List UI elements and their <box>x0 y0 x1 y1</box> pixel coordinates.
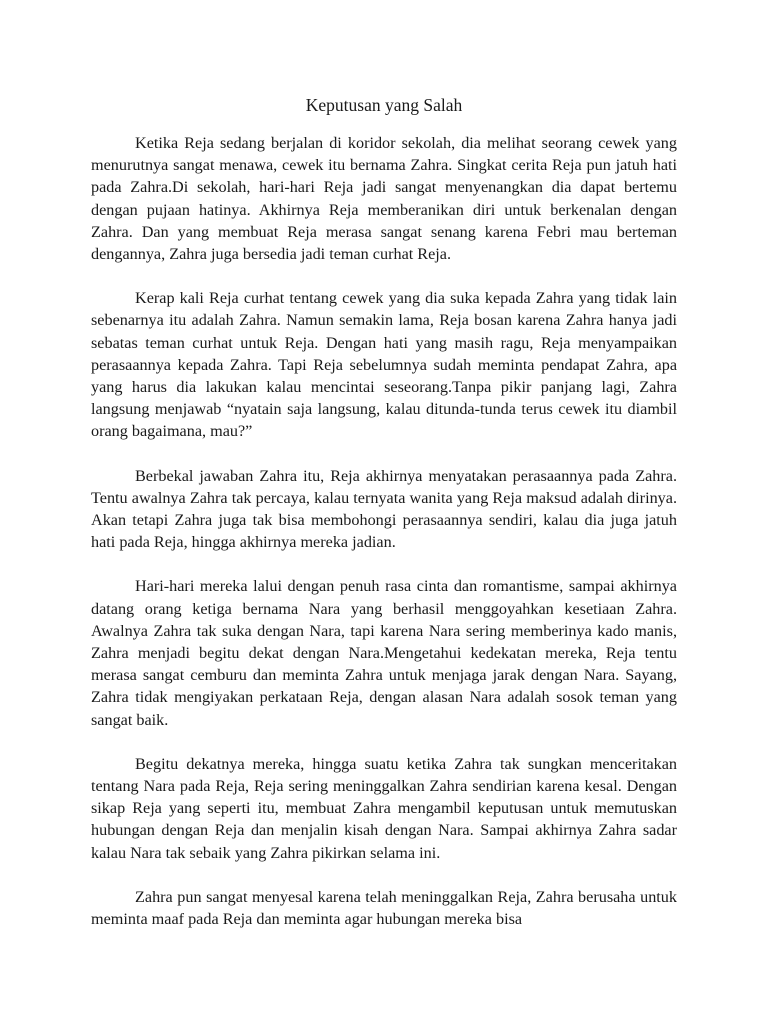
document-body <box>91 132 677 952</box>
paragraph-4: Hari-hari mereka lalui dengan penuh rasa cinta dan romantisme, sampai akhirnya datang orang ketiga bernama Nara yang berhasil menggoyahkan kesetiaan Zahra. Awalnya Zahra tak suka dengan Nara, tapi karena Nara sering memberinya kado manis, Zahra menjadi begitu dekat dengan Nara.Mengetahui kedekatan mereka, Reja tentu merasa sangat cemburu dan meminta Zahra untuk menjaga jarak dengan Nara. Sayang, Zahra tidak mengiyakan perkataan Reja, dengan alasan Nara adalah sosok teman yang sangat baik. <box>91 577 677 729</box>
document-title: Keputusan yang Salah <box>305 95 463 115</box>
paragraph-6: Zahra pun sangat menyesal karena telah meninggalkan Reja, Zahra berusaha untuk meminta maaf pada Reja dan meminta agar hubungan mereka bisa <box>91 887 677 929</box>
paragraph-5: Begitu dekatnya mereka, hingga suatu ketika Zahra tak sungkan menceritakan tentang Nara pada Reja, Reja sering meninggalkan Zahra sendirian karena kesal. Dengan sikap Reja yang seperti itu, membuat Zahra mengambil keputusan untuk memutuskan hubungan dengan Reja dan menjalin kisah dengan Nara. Sampai akhirnya Zahra sadar kalau Nara tak sebaik yang Zahra pikirkan selama ini. <box>91 754 677 862</box>
paragraph-2: Kerap kali Reja curhat tentang cewek yang dia suka kepada Zahra yang tidak lain sebenarnya itu adalah Zahra. Namun semakin lama, Reja bosan karena Zahra hanya jadi sebatas teman curhat untuk Reja. Dengan hati yang masih ragu, Reja menyampaikan perasaannya kepada Zahra. Tapi Reja sebelumnya sudah meminta pendapat Zahra, apa yang harus dia lakukan kalau mencintai seseorang.Tanpa pikir panjang lagi, Zahra langsung menjawab “nyatain saja langsung, kalau ditunda-tunda terus cewek itu diambil orang bagaimana, mau?” <box>91 289 677 441</box>
paragraph-3: Berbekal jawaban Zahra itu, Reja akhirnya menyatakan perasaannya pada Zahra. Tentu awalnya Zahra tak percaya, kalau ternyata wanita yang Reja maksud adalah dirinya. Akan tetapi Zahra juga tak bisa membohongi perasaannya sendiri, kalau dia juga jatuh hati pada Reja, hingga akhirnya mereka jadian. <box>91 466 677 552</box>
paragraph-1: Ketika Reja sedang berjalan di koridor sekolah, dia melihat seorang cewek yang menurutnya sangat menawa, cewek itu bernama Zahra. Singkat cerita Reja pun jatuh hati pada Zahra.Di sekolah, hari-hari Reja jadi sangat menyenangkan dia dapat bertemu dengan pujaan hatinya. Akhirnya Reja memberanikan diri untuk berkenalan dengan Zahra. Dan yang membuat Reja merasa sangat senang karena Febri mau berteman dengannya, Zahra juga bersedia jadi teman curhat Reja. <box>91 134 677 264</box>
